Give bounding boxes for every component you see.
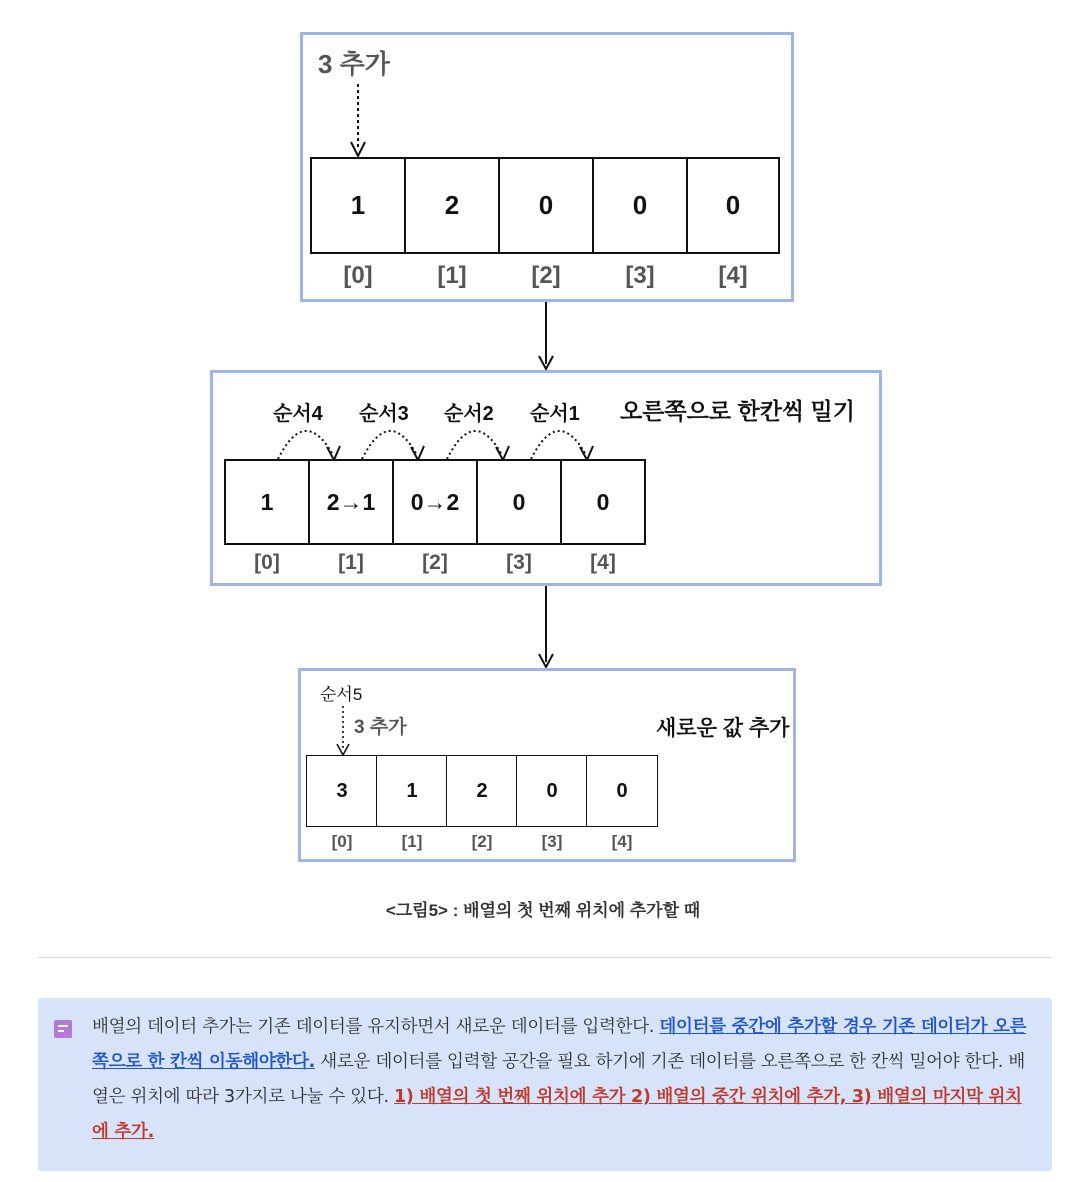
add-value-label: 3 추가: [354, 717, 407, 738]
array-index: [0]: [343, 262, 373, 289]
array-cell: 1: [224, 459, 310, 545]
array-cell: 2: [404, 157, 500, 254]
array-index: [2]: [471, 832, 493, 851]
array-cell: 1: [310, 157, 406, 254]
array-index: [4]: [590, 551, 616, 574]
array-cell: 0: [560, 459, 646, 545]
note-text-part: 새로운 데이터를 입력할 공간을 필요 하기에 기존 데이터를 오른쪽으로 한 칸씩 밀어야 한다. 배열은 위치에 따라 3가지로 나눌 수 있다.: [92, 1052, 1025, 1107]
step-label: 순서2: [444, 403, 494, 425]
array-cell: 0: [516, 755, 588, 827]
array-index: [3]: [625, 262, 655, 289]
array-index: [4]: [611, 832, 633, 851]
note-icon: [54, 1020, 72, 1038]
step-label: 순서3: [359, 403, 409, 425]
array-index: [1]: [401, 832, 423, 851]
note-text-part: 배열의 데이터 추가는 기존 데이터를 유지하면서 새로운 데이터를 입력한다.: [92, 1017, 660, 1037]
array-index: [3]: [506, 551, 532, 574]
panel-title: 오른쪽으로 한칸씩 밀기: [620, 398, 855, 424]
array-index: [4]: [718, 262, 748, 289]
array-cell: 2: [446, 755, 518, 827]
array-cell: 0: [586, 755, 658, 827]
array-cell: 0: [498, 157, 594, 254]
array-index: [3]: [541, 832, 563, 851]
step-label: 순서1: [530, 403, 580, 425]
array-index: [2]: [531, 262, 561, 289]
array-cell: 0: [476, 459, 562, 545]
array-cell: 2→1: [308, 459, 394, 545]
array-index: [0]: [254, 551, 280, 574]
array-index: [0]: [331, 832, 353, 851]
array-cell: 0: [686, 157, 780, 254]
array-index: [1]: [437, 262, 467, 289]
array-cell: 1: [376, 755, 448, 827]
array-cell: 0: [592, 157, 688, 254]
note-text: [92, 1010, 1032, 1150]
note-highlight-link[interactable]: 데이터를 중간에 추가할 경우 기존 데이터가 오른쪽으로 한 칸씩 이동해야한다.: [92, 1017, 1027, 1072]
step-label: 순서5: [320, 685, 363, 704]
array-index: [2]: [422, 551, 448, 574]
note-box: [38, 998, 1052, 1171]
array-cell: 3: [306, 755, 378, 827]
array-index: [1]: [338, 551, 364, 574]
add-value-label: 3 추가: [318, 49, 390, 79]
figure-caption: <그림5> : 배열의 첫 번째 위치에 추가할 때: [385, 901, 701, 920]
note-highlight-link[interactable]: 1) 배열의 첫 번째 위치에 추가 2) 배열의 중간 위치에 추가, 3) 배열의 마지막 위치에 추가.: [92, 1087, 1022, 1142]
divider: [38, 957, 1052, 958]
panel-title: 새로운 값 추가: [656, 717, 790, 740]
step-label: 순서4: [273, 403, 323, 425]
array-cell: 0→2: [392, 459, 478, 545]
